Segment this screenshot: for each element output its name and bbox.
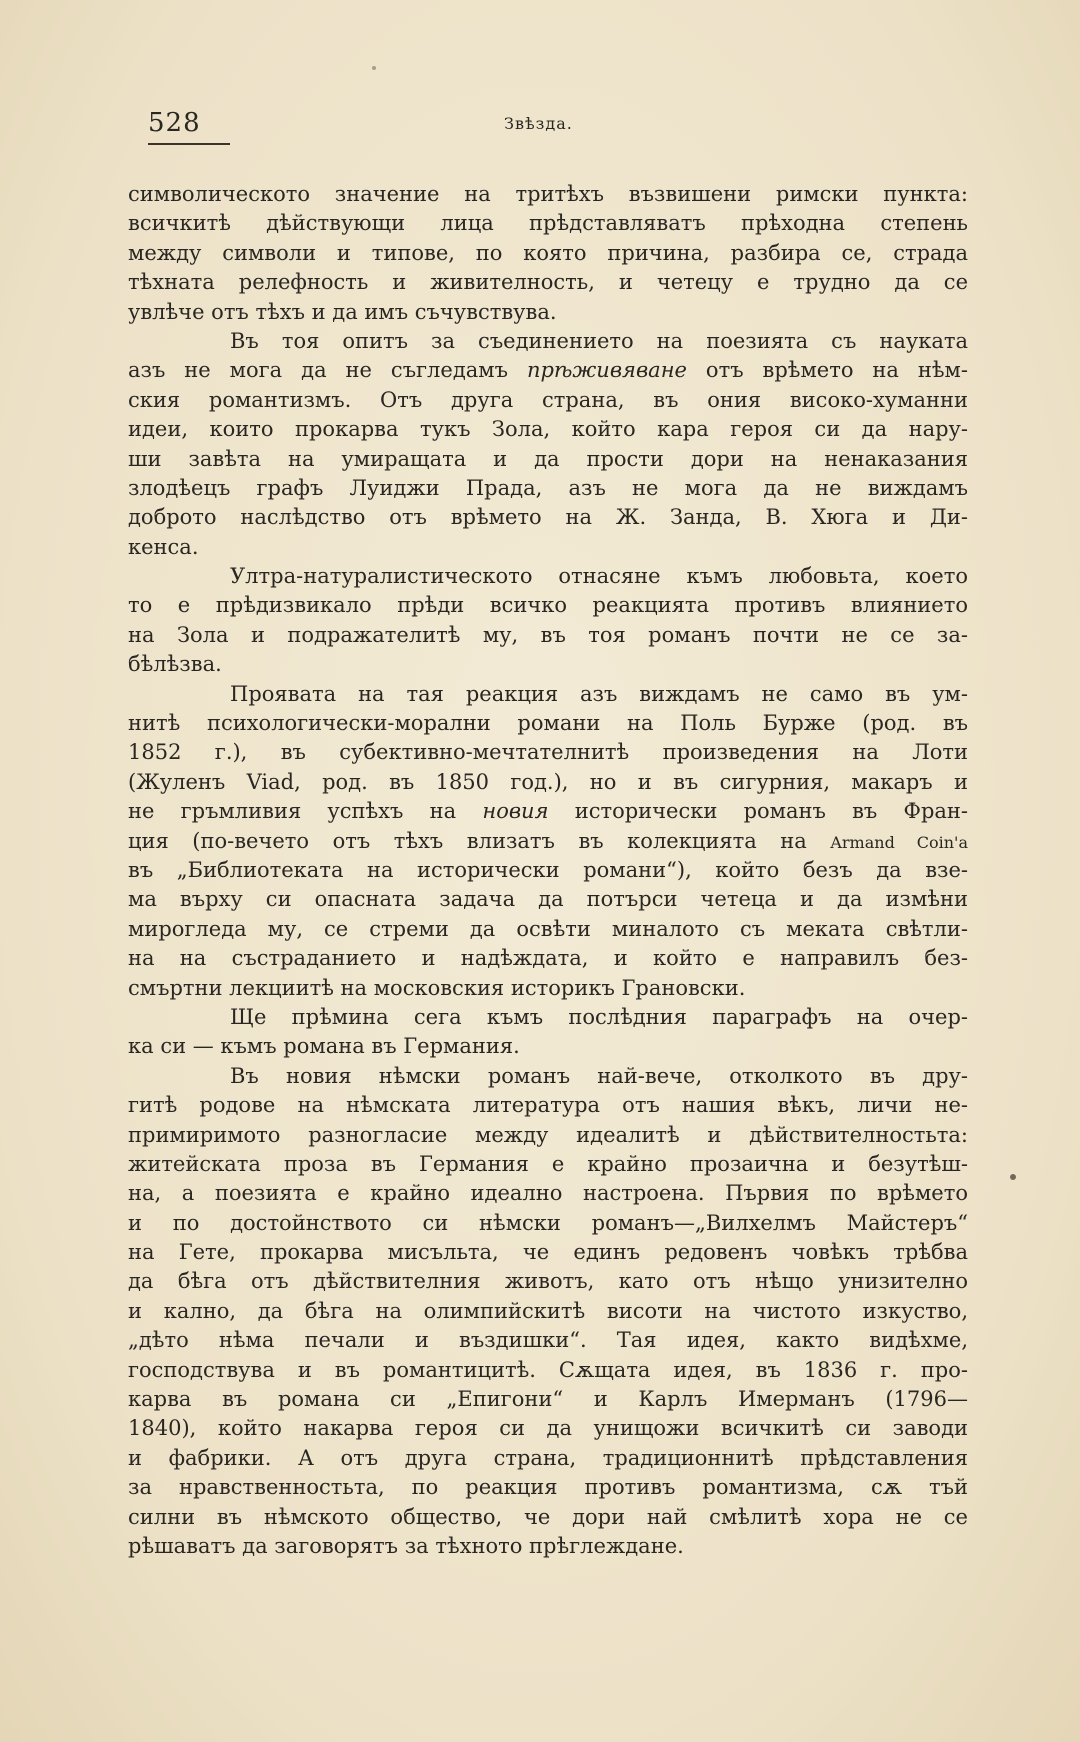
text-line: всичкитѣ дѣйствующи лица прѣдставляватъ прѣходна степень [128, 211, 968, 236]
text-line: Въ новия нѣмски романъ най-вече, отколкото въ дру- [230, 1063, 968, 1088]
text-line: идеи, които прокарва тукъ Зола, който кара героя си да нару- [128, 417, 968, 442]
page-header [148, 108, 970, 144]
header-rule [148, 143, 230, 145]
text-line: силни въ нѣмското общество, че дори най смѣлитѣ хора не се [128, 1504, 968, 1529]
text-line: ция (по-вечето отъ тѣхъ влизатъ въ колекцията на Armand Coin'a [128, 828, 968, 853]
text-line: символическото значение на тритѣхъ възвишени римски пункта: [128, 182, 968, 206]
text-line: доброто наслѣдство отъ врѣмето на Ж. Занда, В. Хюга и Ди- [128, 505, 968, 530]
text-line: гитѣ родове на нѣмската литература отъ нашия вѣкъ, личи не- [128, 1093, 968, 1118]
running-title: Звѣзда. [504, 114, 573, 133]
text-line: житейската проза въ Германия е крайно прозаична и безутѣш- [128, 1151, 968, 1176]
ink-speck [372, 66, 376, 70]
text-line: да бѣга отъ дѣйствителния животъ, като отъ нѣщо унизително [128, 1269, 968, 1294]
text-line: увлѣче отъ тѣхъ и да имъ съчувствува. [128, 299, 557, 324]
text-line: (Жуленъ Viad, род. въ 1850 год.), но и въ сигурния, макаръ и [128, 769, 968, 794]
body-text [128, 180, 968, 1561]
text-line: на Гете, прокарва мисъльта, че единъ редовенъ човѣкъ трѣбва [128, 1240, 968, 1265]
text-line: 1852 г.), въ субективно-мечтателнитѣ произведения на Лоти [128, 740, 968, 765]
text-line: карва въ романа си „Епигони“ и Карлъ Имерманъ (1796— [128, 1387, 968, 1412]
emphasized-word: новия [482, 799, 549, 824]
text-line: примиримото разногласие между идеалитѣ и дѣйствителностьта: [128, 1122, 968, 1147]
text-line: ка си — къмъ романа въ Германия. [128, 1034, 520, 1059]
emphasized-word: прѣживяване [526, 358, 687, 383]
margin-dot [1010, 1174, 1016, 1180]
text-line: между символи и типове, по която причина, разбира се, страда [128, 240, 968, 265]
text-line: Ултра-натуралистическото отнасяне къмъ любовьта, което [230, 564, 968, 589]
text-line: мирогледа му, се стреми да освѣти миналото съ меката свѣтли- [128, 916, 968, 941]
text-line: и по достойнството си нѣмски романъ—„Вилхелмъ Майстеръ“ [128, 1210, 968, 1235]
text-line: азъ не мога да не съгледамъ прѣживяване отъ врѣмето на нѣм- [128, 358, 968, 383]
text-line: Ще прѣмина сега къмъ послѣдния параграфъ на очер- [230, 1004, 968, 1029]
text-line: злодѣецъ графъ Луиджи Прада, азъ не мога да не виждамъ [128, 475, 968, 500]
text-line: „дѣто нѣма печали и въздишки“. Тая идея, както видѣхме, [128, 1328, 968, 1353]
text-line: Въ тоя опитъ за съединението на поезията съ науката [230, 328, 968, 353]
text-line: смъртни лекциитѣ на московския историкъ Грановски. [128, 975, 746, 1000]
text-line: кенса. [128, 534, 199, 559]
text-line: и фабрики. А отъ друга страна, традиционнитѣ прѣдставления [128, 1445, 968, 1470]
text-line: на, а поезията е крайно идеално настроена. Първия по врѣмето [128, 1181, 968, 1206]
page-number: 528 [148, 108, 201, 138]
text-line: и кално, да бѣга на олимпийскитѣ висоти на чистото изкуство, [128, 1298, 968, 1323]
text-line: не гръмливия успѣхъ на новия исторически романъ въ Фран- [128, 799, 968, 824]
text-line: Проявата на тая реакция азъ виждамъ не само въ ум- [230, 681, 968, 706]
text-line: бѣлѣзва. [128, 652, 222, 677]
text-line: тѣхната релефность и живителность, и четецу е трудно да се [128, 270, 968, 295]
text-line: на на състраданието и надѣждата, и който е направилъ без- [128, 946, 968, 971]
text-line: въ „Библиотеката на исторически романи“), който безъ да взе- [128, 857, 968, 882]
text-line: 1840), който накарва героя си да унищожи всичкитѣ си заводи [128, 1416, 968, 1441]
text-line: ши завѣта на умиращата и да прости дори на ненаказания [128, 446, 968, 471]
text-line: за нравственностьта, по реакция противъ романтизма, сѫ тъй [128, 1475, 968, 1500]
text-line: ския романтизмъ. Отъ друга страна, въ ония високо-хуманни [128, 387, 968, 412]
text-line: рѣшаватъ да заговорятъ за тѣхното прѣглеждане. [128, 1533, 684, 1558]
text-line: нитѣ психологически-морални романи на Поль Бурже (род. въ [128, 711, 968, 736]
text-line: ма върху си опасната задача да потърси четеца и да измѣни [128, 887, 968, 912]
text-line: на Зола и подражателитѣ му, въ тоя романъ почти не се за- [128, 622, 968, 647]
text-line: господствува и въ романтицитѣ. Сѫщата идея, въ 1836 г. про- [128, 1357, 968, 1382]
small-caps-name: Armand Coin'a [830, 832, 968, 852]
text-line: то е прѣдизвикало прѣди всичко реакцията противъ влиянието [128, 593, 968, 618]
